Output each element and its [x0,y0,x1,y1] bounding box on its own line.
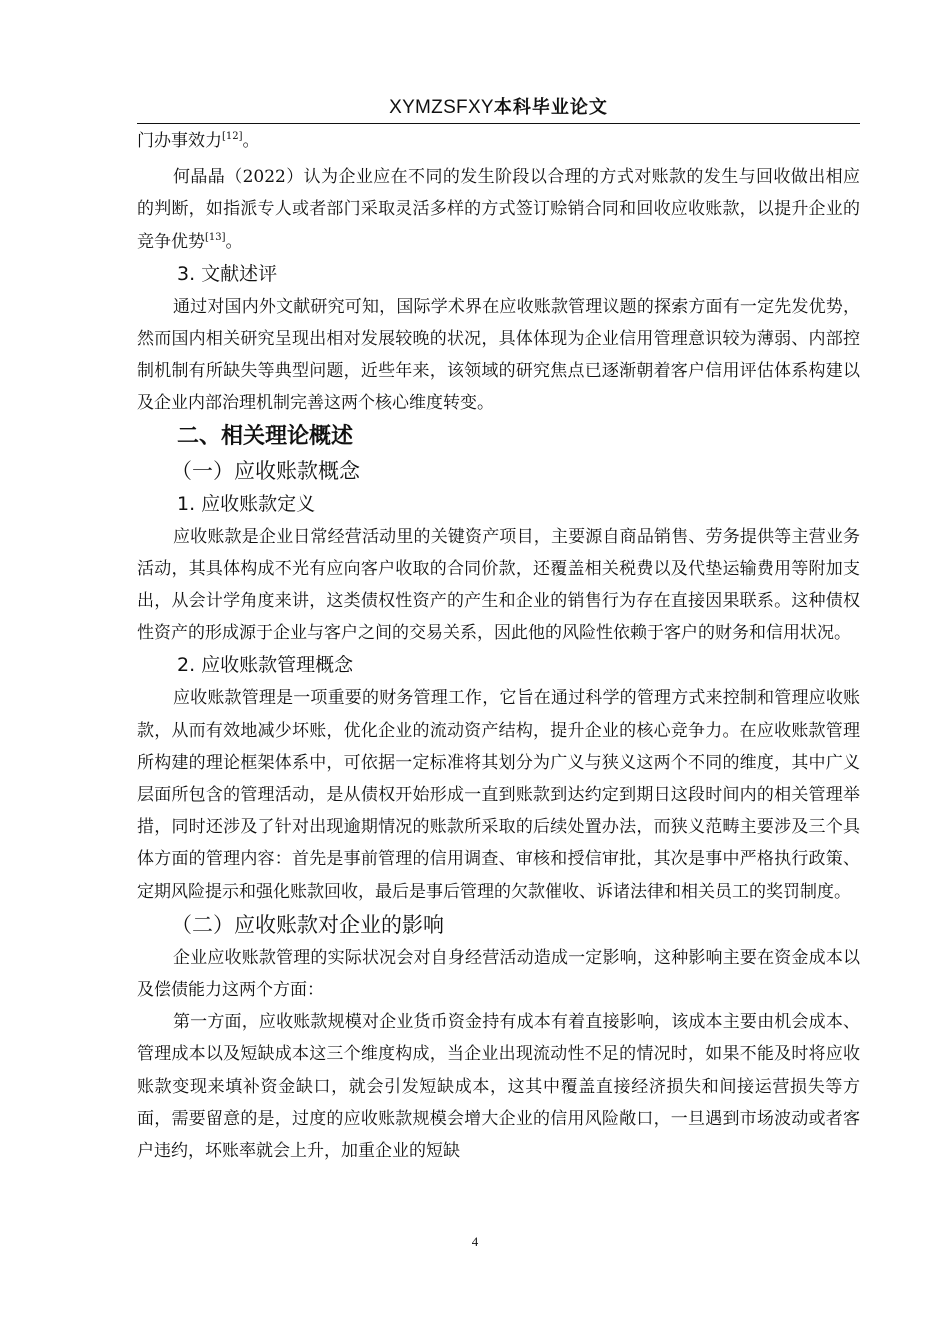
section-heading: （一）应收账款概念 [171,458,360,483]
heading-literature-review: 3. 文献述评 [177,262,278,285]
header-latin-title: XYMZSFXY [389,97,494,118]
chapter-heading: 二、相关理论概述 [177,423,354,449]
paragraph: 第一方面，应收账款规模对企业货币资金持有成本有着直接影响，该成本主要由机会成本、管理成本以及短缺成本这三个维度构成，当企业出现流动性不足的情况时，如果不能及时将应收账款变现来填补资金缺口，就会引发短缺成本，这其中覆盖直接经济损失和间接运营损失等方面，需要留意的是，过度的应收账款规模会增大企业的信用风险敞口，一旦遇到市场波动或者客户违约，坏账率就会上升，加重企业的短缺 [137,1012,860,1162]
paragraph: 企业应收账款管理的实际状况会对自身经营活动造成一定影响，这种影响主要在资金成本以及偿债能力这两个方面： [137,947,860,1001]
paragraph: 通过对国内外文献研究可知，国际学术界在应收账款管理议题的探索方面有一定先发优势，然而国内相关研究呈现出相对发展较晚的状况，具体体现为企业信用管理意识较为薄弱、内部控制机制有所缺失等典型问题，近些年来，该领域的研究焦点已逐渐朝着客户信用评估体系构建以及企业内部治理机制完善这两个核心维度转变。 [137,296,860,414]
paragraph: 何晶晶（2022）认为企业应在不同的发生阶段以合理的方式对账款的发生与回收做出相应的判断，如指派专人或者部门采取灵活多样的方式签订赊销合同和回收应收账款，以提升企业的竞争优势[13]。 [137,167,860,252]
page-number: 4 [471,1234,479,1249]
paragraph: 应收账款是企业日常经营活动里的关键资产项目，主要源自商品销售、劳务提供等主营业务活动，其具体构成不光有应向客户收取的合同价款，还覆盖相关税费以及代垫运输费用等附加支出，从会计学角度来讲，这类债权性资产的产生和企业的销售行为存在直接因果联系。这种债权性资产的形成源于企业与客户之间的交易关系，因此他的风险性依赖于客户的财务和信用状况。 [137,526,860,644]
page-header [137,93,860,124]
subsection-heading: 2. 应收账款管理概念 [177,654,354,677]
paragraph-continued: 门办事效力[12]。 [137,131,260,151]
page-body [137,124,860,1167]
citation-ref: [13] [205,231,226,243]
paragraph: 应收账款管理是一项重要的财务管理工作，它旨在通过科学的管理方式来控制和管理应收账款，从而有效地减少坏账，优化企业的流动资产结构，提升企业的核心竞争力。在应收账款管理所构建的理论框架体系中，可依据一定标准将其划分为广义与狭义这两个不同的维度，其中广义层面所包含的管理活动，是从债权开始形成一直到账款到达约定到期日这段时间内的相关管理举措，同时还涉及了针对出现逾期情况的账款所采取的后续处置办法，而狭义范畴主要涉及三个具体方面的管理内容：首先是事前管理的信用调查、审核和授信审批，其次是事中严格执行政策、定期风险提示和强化账款回收，最后是事后管理的欠款催收、诉诸法律和相关员工的奖罚制度。 [137,688,860,902]
section-heading: （二）应收账款对企业的影响 [171,912,444,937]
citation-ref: [12] [222,131,243,142]
subsection-heading: 1. 应收账款定义 [177,492,316,515]
header-chinese-title: 本科毕业论文 [493,97,608,118]
